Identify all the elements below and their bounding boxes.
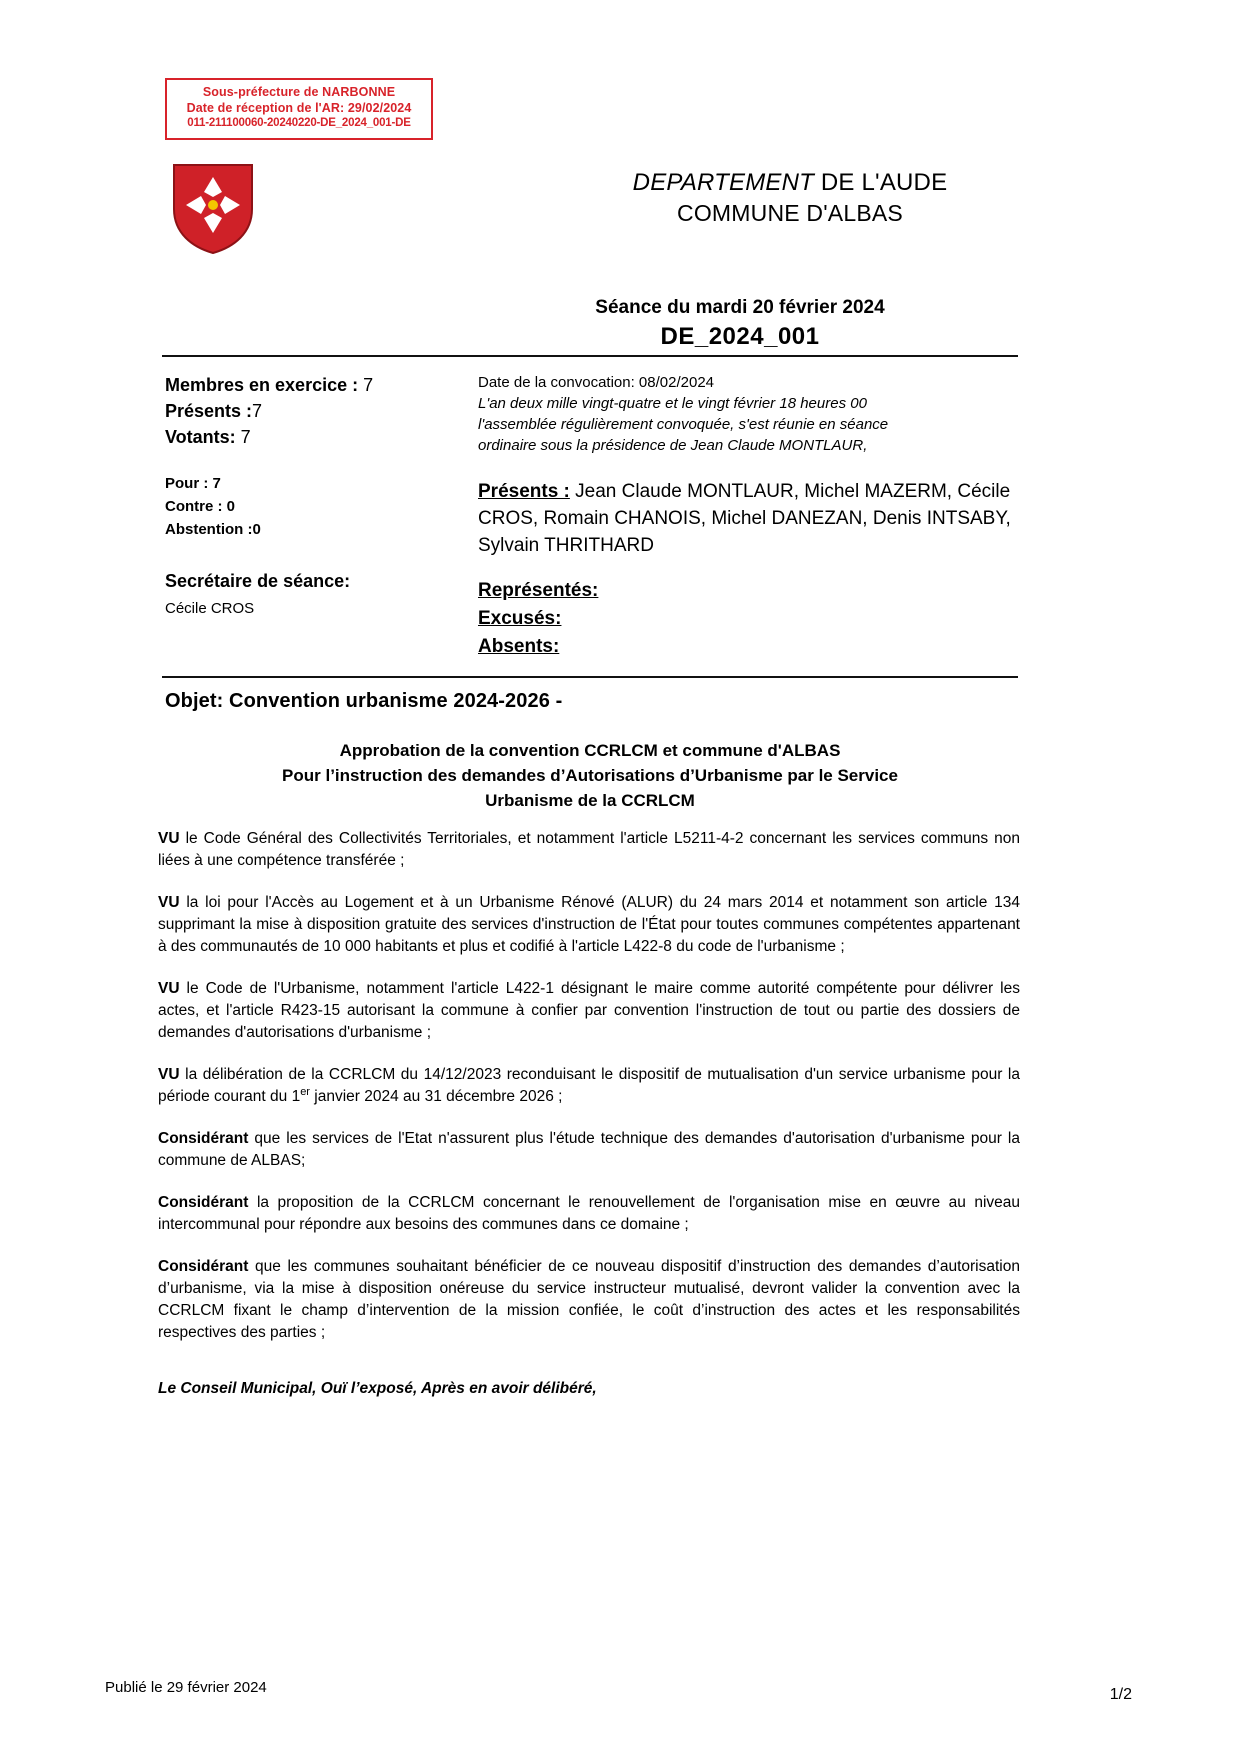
department-word: DEPARTEMENT bbox=[632, 169, 815, 196]
paragraph-prefix: VU bbox=[158, 830, 180, 847]
votes-abstention: Abstention :0 bbox=[165, 521, 261, 538]
divider-objet bbox=[162, 676, 1018, 678]
ordinal-suffix: er bbox=[300, 1085, 310, 1098]
present-label: Présents : bbox=[165, 401, 253, 421]
approval-line-1: Approbation de la convention CCRLCM et commune d'ALBAS bbox=[339, 741, 841, 760]
session-heading bbox=[460, 295, 1020, 353]
votes-against: Contre : 0 bbox=[165, 498, 236, 515]
publication-date: Publié le 29 février 2024 bbox=[105, 1679, 267, 1696]
convocation-text-line-1: L'an deux mille vingt-quatre et le vingt février 18 heures 00 bbox=[478, 395, 867, 412]
department-rest: DE L'AUDE bbox=[814, 169, 948, 196]
attendees-line bbox=[478, 478, 1023, 559]
stamp-reception-date: Date de réception de l'AR: 29/02/2024 bbox=[186, 100, 412, 115]
page-number: 1/2 bbox=[1109, 1686, 1132, 1703]
voters-label: Votants: bbox=[165, 427, 241, 447]
attendees-label: Présents : bbox=[478, 481, 570, 502]
deliberation-body bbox=[158, 828, 1020, 1400]
members-label: Membres en exercice : bbox=[165, 375, 364, 395]
represented-label: Représentés: bbox=[478, 580, 599, 601]
session-secretary bbox=[165, 569, 465, 620]
paragraph-prefix: Considérant bbox=[158, 1130, 249, 1147]
reception-stamp bbox=[165, 78, 433, 140]
coat-of-arms-icon bbox=[172, 163, 254, 255]
paragraph-prefix: VU bbox=[158, 980, 180, 997]
closing-statement: Le Conseil Municipal, Ouï l’exposé, Après en avoir délibéré, bbox=[158, 1380, 597, 1397]
paragraph-prefix: VU bbox=[158, 894, 180, 911]
divider-top bbox=[162, 355, 1018, 357]
approval-line-3: Urbanisme de la CCRLCM bbox=[485, 791, 695, 810]
paragraph-text: que les services de l'Etat n'assurent plus l'étude technique des demandes d'autorisation d'urbanisme pour la commune de ALBAS; bbox=[158, 1130, 1020, 1169]
votes-for: Pour : 7 bbox=[165, 475, 221, 492]
stamp-reference-code: 011-211100060-20240220-DE_2024_001-DE bbox=[187, 117, 411, 129]
approval-line-2: Pour l’instruction des demandes d’Autorisations d’Urbanisme par le Service bbox=[282, 766, 898, 785]
members-in-office bbox=[165, 372, 465, 398]
paragraph-text-after: janvier 2024 au 31 décembre 2026 ; bbox=[309, 1088, 563, 1105]
absent-label: Absents: bbox=[478, 636, 560, 657]
absence-categories bbox=[478, 577, 1023, 661]
paragraph-prefix: Considérant bbox=[158, 1258, 249, 1275]
paragraph-vu-4 bbox=[158, 1064, 1020, 1108]
approval-subtitle bbox=[162, 738, 1018, 813]
objet-title: Objet: Convention urbanisme 2024-2026 - bbox=[165, 690, 563, 712]
voters-value: 7 bbox=[240, 427, 251, 447]
convocation-date: Date de la convocation: 08/02/2024 bbox=[478, 374, 715, 391]
present-value: 7 bbox=[252, 401, 263, 421]
paragraph-considerant-1 bbox=[158, 1128, 1020, 1172]
convocation-block bbox=[478, 372, 1023, 661]
session-date: Séance du mardi 20 février 2024 bbox=[595, 297, 885, 318]
paragraph-text: la loi pour l'Accès au Logement et à un Urbanisme Rénové (ALUR) du 24 mars 2014 et notamment son article 134 supprimant la mise à disposition gratuite des services d'instruction de l'État pour toutes communes compétentes appartenant à des communautés de 10 000 habitants et plus et codifié à l'article L422-8 du code de l'urbanisme ; bbox=[158, 894, 1020, 955]
vote-results bbox=[165, 472, 465, 541]
paragraph-vu-2 bbox=[158, 892, 1020, 958]
deliberation-reference: DE_2024_001 bbox=[660, 323, 820, 350]
present-count bbox=[165, 398, 465, 424]
secretary-name: Cécile CROS bbox=[165, 600, 255, 617]
attendees-list bbox=[478, 478, 1023, 559]
paragraph-text: que les communes souhaitant bénéficier de ce nouveau dispositif d’instruction des demandes d’autorisation d’urbanisme, via la mise à disposition onéreuse du service instructeur mutualisé, devront valider la convention avec la CCRLCM fixant le champ d’intervention de la mission confiée, le coût d’instruction des actes et les responsabilités respectives des parties ; bbox=[158, 1258, 1020, 1341]
paragraph-prefix: VU bbox=[158, 1066, 180, 1083]
paragraph-prefix: Considérant bbox=[158, 1194, 249, 1211]
stamp-authority: Sous-préfecture de NARBONNE bbox=[202, 85, 396, 99]
paragraph-text: le Code de l'Urbanisme, notamment l'article L422-1 désignant le maire comme autorité compétente pour délivrer les actes, et l'article R423-15 autorisant la commune à confier par convention l'instruction de tout ou partie des dossiers de demandes d'autorisations d'urbanisme ; bbox=[158, 980, 1020, 1041]
excused-label: Excusés: bbox=[478, 608, 562, 629]
department-heading bbox=[560, 168, 1020, 228]
paragraph-vu-3 bbox=[158, 978, 1020, 1044]
commune-line: COMMUNE D'ALBAS bbox=[677, 200, 903, 226]
paragraph-text: la proposition de la CCRLCM concernant le renouvellement de l'organisation mise en œuvre au niveau intercommunal pour répondre aux besoins des communes dans ce domaine ; bbox=[158, 1194, 1020, 1233]
paragraph-considerant-3 bbox=[158, 1256, 1020, 1344]
paragraph-vu-1 bbox=[158, 828, 1020, 872]
secretary-title: Secrétaire de séance: bbox=[165, 571, 351, 591]
convocation-text-line-3: ordinaire sous la présidence de Jean Claude MONTLAUR, bbox=[478, 437, 868, 454]
attendees-names: Jean Claude MONTLAUR, Michel MAZERM, Cécile CROS, Romain CHANOIS, Michel DANEZAN, Denis INTSABY, Sylvain THRITHARD bbox=[478, 481, 1011, 556]
attendance-summary bbox=[165, 372, 465, 620]
department-line bbox=[560, 168, 1020, 198]
voters-count bbox=[165, 424, 465, 450]
paragraph-considerant-2 bbox=[158, 1192, 1020, 1236]
convocation-text-line-2: l'assemblée régulièrement convoquée, s'est réunie en séance bbox=[478, 416, 889, 433]
paragraph-text-before: la délibération de la CCRLCM du 14/12/2023 reconduisant le dispositif de mutualisation d'un service urbanisme pour la période courant du 1 bbox=[158, 1066, 1020, 1105]
members-value: 7 bbox=[363, 375, 374, 395]
paragraph-text: le Code Général des Collectivités Territoriales, et notamment l'article L5211-4-2 concernant les services communs non liées à une compétence transférée ; bbox=[158, 830, 1020, 869]
